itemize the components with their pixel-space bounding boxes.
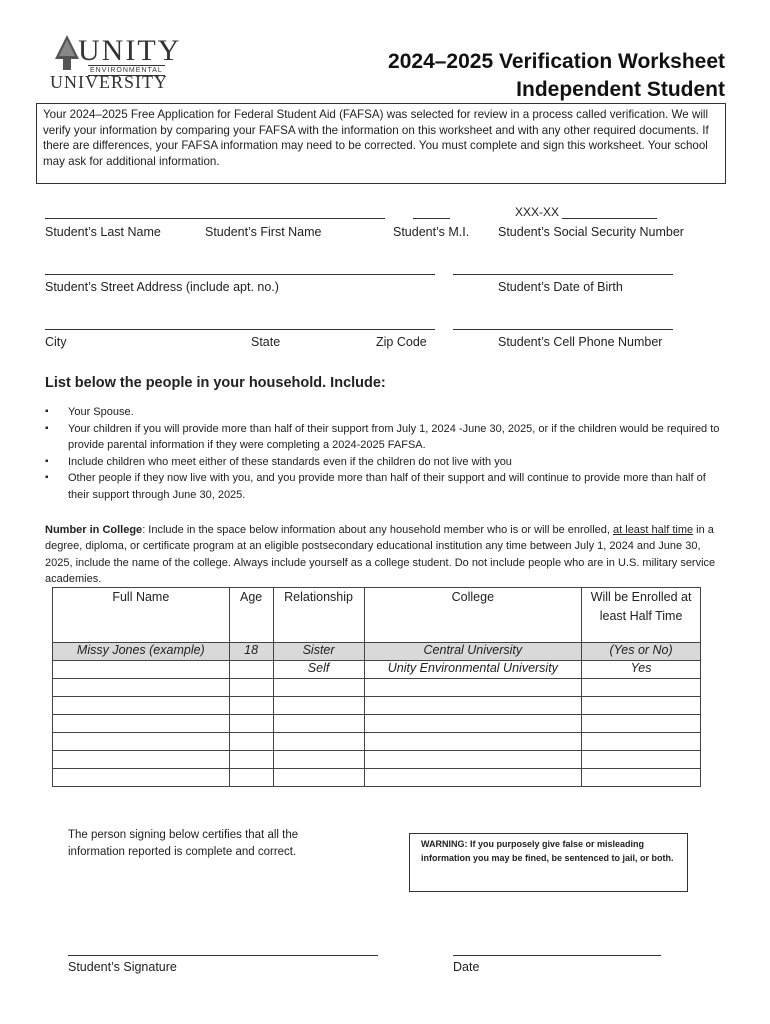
header-full-name: Full Name bbox=[53, 588, 230, 643]
table-cell: (Yes or No) bbox=[582, 643, 701, 661]
table-cell[interactable] bbox=[229, 697, 273, 715]
table-cell[interactable] bbox=[364, 733, 582, 751]
zip-label: Zip Code bbox=[376, 335, 427, 349]
bullet-item: ▪ Your children if you will provide more than half of their support from July 1, 2024 -June 30, 2025, or if the children would be required to provide parental information if they were completing a 2024-2025 FAFSA. bbox=[45, 421, 725, 454]
dob-line[interactable] bbox=[453, 274, 673, 275]
table-cell[interactable] bbox=[364, 715, 582, 733]
city-state-zip-line[interactable] bbox=[45, 329, 435, 330]
date-line[interactable] bbox=[453, 955, 661, 956]
last-name-label: Student’s Last Name bbox=[45, 225, 161, 239]
street-address-line[interactable] bbox=[45, 274, 435, 275]
table-cell[interactable]: Self bbox=[273, 661, 364, 679]
table-row bbox=[53, 679, 701, 697]
bullet-item: ▪ Other people if they now live with you, and you provide more than half of their support and will continue to provide more than half of their support through June 30, 2025. bbox=[45, 470, 725, 503]
ssn-label: Student’s Social Security Number bbox=[498, 225, 684, 239]
table-row bbox=[53, 751, 701, 769]
table-cell[interactable] bbox=[364, 679, 582, 697]
table-cell[interactable]: Yes bbox=[582, 661, 701, 679]
table-cell[interactable] bbox=[53, 769, 230, 787]
table-row-self bbox=[53, 661, 701, 679]
date-label: Date bbox=[453, 960, 480, 974]
signature-label: Student’s Signature bbox=[68, 960, 177, 974]
table-cell[interactable] bbox=[53, 661, 230, 679]
table-cell[interactable] bbox=[273, 715, 364, 733]
first-name-label: Student’s First Name bbox=[205, 225, 322, 239]
table-cell[interactable] bbox=[229, 751, 273, 769]
phone-label: Student’s Cell Phone Number bbox=[498, 335, 663, 349]
table-row bbox=[53, 769, 701, 787]
table-cell[interactable] bbox=[364, 751, 582, 769]
ssn-line[interactable] bbox=[562, 218, 657, 219]
table-cell[interactable] bbox=[582, 679, 701, 697]
page-title bbox=[388, 48, 725, 104]
bullet-item: ▪ Your Spouse. bbox=[45, 404, 725, 421]
logo-word-unity: UNITY bbox=[78, 34, 182, 67]
table-row-example bbox=[53, 643, 701, 661]
bullet-item: ▪ Include children who meet either of these standards even if the children do not live with you bbox=[45, 454, 725, 471]
household-bullet-list bbox=[45, 404, 725, 503]
table-cell[interactable] bbox=[273, 697, 364, 715]
last-first-name-line[interactable] bbox=[45, 218, 385, 219]
state-label: State bbox=[251, 335, 281, 349]
table-cell: Sister bbox=[273, 643, 364, 661]
header-enrolled: Will be Enrolled at least Half Time bbox=[582, 588, 701, 643]
table-cell: 18 bbox=[229, 643, 273, 661]
phone-line[interactable] bbox=[453, 329, 673, 330]
table-cell[interactable] bbox=[229, 715, 273, 733]
header-relationship: Relationship bbox=[273, 588, 364, 643]
table-cell[interactable] bbox=[229, 679, 273, 697]
household-table bbox=[52, 587, 701, 787]
table-cell[interactable] bbox=[582, 769, 701, 787]
mi-label: Student’s M.I. bbox=[393, 225, 470, 239]
title-line-1: 2024–2025 Verification Worksheet bbox=[388, 50, 725, 73]
mi-line[interactable] bbox=[413, 218, 450, 219]
college-underline: at least half time bbox=[613, 524, 694, 536]
number-in-college-paragraph bbox=[45, 522, 725, 588]
university-logo bbox=[50, 34, 190, 94]
college-label: Number in College bbox=[45, 524, 143, 536]
table-cell[interactable] bbox=[53, 715, 230, 733]
warning-box: WARNING: If you purposely give false or misleading information you may be fined, be sentenced to jail, or both. bbox=[409, 833, 688, 892]
table-row bbox=[53, 733, 701, 751]
street-address-label: Student’s Street Address (include apt. no.) bbox=[45, 280, 279, 294]
table-cell[interactable] bbox=[273, 733, 364, 751]
title-line-2: Independent Student bbox=[516, 78, 725, 101]
city-label: City bbox=[45, 335, 67, 349]
table-cell[interactable] bbox=[364, 769, 582, 787]
household-heading: List below the people in your household. Include: bbox=[45, 375, 386, 391]
college-text-1: : Include in the space below information about any household member who is or will be enrolled, bbox=[142, 524, 614, 536]
intro-box: Your 2024–2025 Free Application for Federal Student Aid (FAFSA) was selected for review in a process called verification. We will verify your information by comparing your FAFSA with the information on this worksheet and with any other required documents. If there are differences, your FAFSA information may need to be corrected. You must complete and sign this worksheet. Your school may ask for additional information. bbox=[36, 103, 726, 184]
table-cell[interactable] bbox=[582, 715, 701, 733]
table-header-row bbox=[53, 588, 701, 643]
table-row bbox=[53, 697, 701, 715]
logo-word-environmental: ENVIRONMENTAL bbox=[90, 67, 163, 74]
header-age: Age bbox=[229, 588, 273, 643]
table-cell[interactable] bbox=[53, 697, 230, 715]
table-cell[interactable] bbox=[53, 733, 230, 751]
table-cell[interactable] bbox=[229, 733, 273, 751]
table-cell[interactable] bbox=[53, 679, 230, 697]
college-text-2: in a degree, diploma, or certificate program at an eligible postsecondary educational institution any time between July 1, 2024 and June 30, 2025, include the name of the college. Always include yourself as a college student. Do not include people who are in U.S. military service academies. bbox=[45, 524, 716, 586]
table-cell[interactable] bbox=[273, 769, 364, 787]
ssn-prefix: XXX-XX bbox=[515, 205, 560, 219]
dob-label: Student’s Date of Birth bbox=[498, 280, 623, 294]
table-cell[interactable]: Unity Environmental University bbox=[364, 661, 582, 679]
table-cell: Central University bbox=[364, 643, 582, 661]
table-cell[interactable] bbox=[53, 751, 230, 769]
table-cell[interactable] bbox=[582, 751, 701, 769]
signature-line[interactable] bbox=[68, 955, 378, 956]
table-cell[interactable] bbox=[582, 697, 701, 715]
table-cell[interactable] bbox=[273, 751, 364, 769]
table-cell[interactable] bbox=[364, 697, 582, 715]
logo-word-university: UNIVERSITY bbox=[50, 72, 168, 92]
table-cell[interactable] bbox=[229, 661, 273, 679]
header-college: College bbox=[364, 588, 582, 643]
table-cell[interactable] bbox=[273, 679, 364, 697]
table-cell[interactable] bbox=[229, 769, 273, 787]
table-row bbox=[53, 715, 701, 733]
table-cell: Missy Jones (example) bbox=[53, 643, 230, 661]
table-cell[interactable] bbox=[582, 733, 701, 751]
certification-text: The person signing below certifies that all the information reported is complete and correct. bbox=[68, 829, 299, 858]
